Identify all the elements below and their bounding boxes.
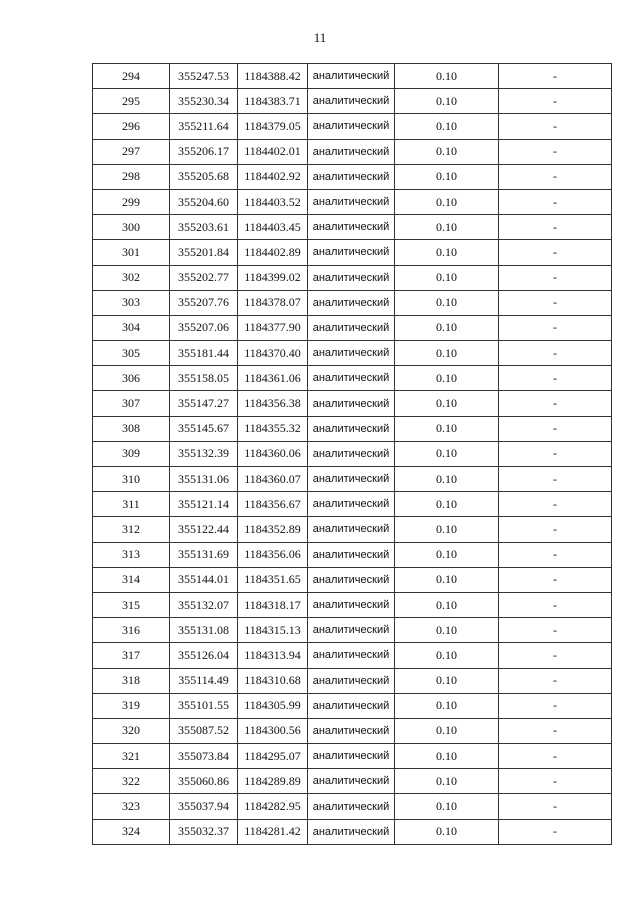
accuracy-cell: 0.10	[395, 89, 499, 114]
table-row	[93, 744, 612, 769]
note-cell: -	[499, 492, 612, 517]
y-coordinate-cell: 1184351.65	[238, 567, 308, 592]
accuracy-cell: 0.10	[395, 542, 499, 567]
note-cell: -	[499, 567, 612, 592]
y-coordinate-cell: 1184305.99	[238, 693, 308, 718]
x-coordinate-cell: 355131.06	[170, 467, 238, 492]
x-coordinate-cell: 355247.53	[170, 64, 238, 89]
x-coordinate-cell: 355037.94	[170, 794, 238, 819]
table-row	[93, 592, 612, 617]
method-cell: аналитический	[308, 391, 395, 416]
point-number-cell: 311	[93, 492, 170, 517]
method-cell: аналитический	[308, 139, 395, 164]
table-row	[93, 467, 612, 492]
y-coordinate-cell: 1184356.06	[238, 542, 308, 567]
accuracy-cell: 0.10	[395, 315, 499, 340]
point-number-cell: 305	[93, 341, 170, 366]
y-coordinate-cell: 1184378.07	[238, 290, 308, 315]
x-coordinate-cell: 355201.84	[170, 240, 238, 265]
x-coordinate-cell: 355122.44	[170, 517, 238, 542]
point-number-cell: 306	[93, 366, 170, 391]
table-row	[93, 89, 612, 114]
note-cell: -	[499, 693, 612, 718]
x-coordinate-cell: 355206.17	[170, 139, 238, 164]
point-number-cell: 294	[93, 64, 170, 89]
method-cell: аналитический	[308, 744, 395, 769]
table-row	[93, 189, 612, 214]
table-row	[93, 240, 612, 265]
point-number-cell: 310	[93, 467, 170, 492]
accuracy-cell: 0.10	[395, 668, 499, 693]
accuracy-cell: 0.10	[395, 643, 499, 668]
table-row	[93, 794, 612, 819]
x-coordinate-cell: 355032.37	[170, 819, 238, 844]
table-row	[93, 416, 612, 441]
point-number-cell: 319	[93, 693, 170, 718]
point-number-cell: 309	[93, 441, 170, 466]
accuracy-cell: 0.10	[395, 517, 499, 542]
y-coordinate-cell: 1184281.42	[238, 819, 308, 844]
note-cell: -	[499, 769, 612, 794]
table-row	[93, 366, 612, 391]
y-coordinate-cell: 1184383.71	[238, 89, 308, 114]
y-coordinate-cell: 1184403.45	[238, 215, 308, 240]
x-coordinate-cell: 355207.06	[170, 315, 238, 340]
y-coordinate-cell: 1184403.52	[238, 189, 308, 214]
table-row	[93, 315, 612, 340]
method-cell: аналитический	[308, 265, 395, 290]
note-cell: -	[499, 467, 612, 492]
accuracy-cell: 0.10	[395, 744, 499, 769]
accuracy-cell: 0.10	[395, 416, 499, 441]
point-number-cell: 298	[93, 164, 170, 189]
table-row	[93, 64, 612, 89]
accuracy-cell: 0.10	[395, 693, 499, 718]
x-coordinate-cell: 355207.76	[170, 290, 238, 315]
note-cell: -	[499, 89, 612, 114]
point-number-cell: 313	[93, 542, 170, 567]
x-coordinate-cell: 355060.86	[170, 769, 238, 794]
note-cell: -	[499, 668, 612, 693]
method-cell: аналитический	[308, 718, 395, 743]
table-row	[93, 769, 612, 794]
method-cell: аналитический	[308, 114, 395, 139]
table-row	[93, 441, 612, 466]
table-row	[93, 618, 612, 643]
y-coordinate-cell: 1184352.89	[238, 517, 308, 542]
point-number-cell: 315	[93, 592, 170, 617]
y-coordinate-cell: 1184379.05	[238, 114, 308, 139]
y-coordinate-cell: 1184399.02	[238, 265, 308, 290]
y-coordinate-cell: 1184402.89	[238, 240, 308, 265]
note-cell: -	[499, 592, 612, 617]
table-body	[93, 64, 612, 845]
x-coordinate-cell: 355181.44	[170, 341, 238, 366]
note-cell: -	[499, 819, 612, 844]
point-number-cell: 295	[93, 89, 170, 114]
point-number-cell: 321	[93, 744, 170, 769]
y-coordinate-cell: 1184402.92	[238, 164, 308, 189]
table-row	[93, 139, 612, 164]
table-row	[93, 668, 612, 693]
x-coordinate-cell: 355147.27	[170, 391, 238, 416]
x-coordinate-cell: 355203.61	[170, 215, 238, 240]
y-coordinate-cell: 1184360.06	[238, 441, 308, 466]
x-coordinate-cell: 355131.69	[170, 542, 238, 567]
method-cell: аналитический	[308, 164, 395, 189]
x-coordinate-cell: 355202.77	[170, 265, 238, 290]
point-number-cell: 314	[93, 567, 170, 592]
accuracy-cell: 0.10	[395, 819, 499, 844]
y-coordinate-cell: 1184310.68	[238, 668, 308, 693]
y-coordinate-cell: 1184282.95	[238, 794, 308, 819]
accuracy-cell: 0.10	[395, 139, 499, 164]
accuracy-cell: 0.10	[395, 189, 499, 214]
x-coordinate-cell: 355205.68	[170, 164, 238, 189]
note-cell: -	[499, 542, 612, 567]
note-cell: -	[499, 643, 612, 668]
y-coordinate-cell: 1184355.32	[238, 416, 308, 441]
method-cell: аналитический	[308, 542, 395, 567]
method-cell: аналитический	[308, 668, 395, 693]
method-cell: аналитический	[308, 290, 395, 315]
method-cell: аналитический	[308, 89, 395, 114]
table-row	[93, 114, 612, 139]
note-cell: -	[499, 391, 612, 416]
y-coordinate-cell: 1184402.01	[238, 139, 308, 164]
note-cell: -	[499, 265, 612, 290]
accuracy-cell: 0.10	[395, 391, 499, 416]
point-number-cell: 322	[93, 769, 170, 794]
accuracy-cell: 0.10	[395, 341, 499, 366]
table-row	[93, 542, 612, 567]
method-cell: аналитический	[308, 215, 395, 240]
note-cell: -	[499, 366, 612, 391]
method-cell: аналитический	[308, 467, 395, 492]
accuracy-cell: 0.10	[395, 718, 499, 743]
point-number-cell: 300	[93, 215, 170, 240]
accuracy-cell: 0.10	[395, 64, 499, 89]
table-row	[93, 215, 612, 240]
point-number-cell: 304	[93, 315, 170, 340]
point-number-cell: 324	[93, 819, 170, 844]
accuracy-cell: 0.10	[395, 567, 499, 592]
point-number-cell: 299	[93, 189, 170, 214]
x-coordinate-cell: 355114.49	[170, 668, 238, 693]
note-cell: -	[499, 744, 612, 769]
y-coordinate-cell: 1184295.07	[238, 744, 308, 769]
accuracy-cell: 0.10	[395, 240, 499, 265]
note-cell: -	[499, 290, 612, 315]
point-number-cell: 317	[93, 643, 170, 668]
method-cell: аналитический	[308, 315, 395, 340]
note-cell: -	[499, 416, 612, 441]
accuracy-cell: 0.10	[395, 366, 499, 391]
y-coordinate-cell: 1184315.13	[238, 618, 308, 643]
accuracy-cell: 0.10	[395, 290, 499, 315]
point-number-cell: 312	[93, 517, 170, 542]
table-row	[93, 164, 612, 189]
point-number-cell: 301	[93, 240, 170, 265]
method-cell: аналитический	[308, 366, 395, 391]
table-row	[93, 517, 612, 542]
table-row	[93, 290, 612, 315]
method-cell: аналитический	[308, 189, 395, 214]
y-coordinate-cell: 1184356.67	[238, 492, 308, 517]
method-cell: аналитический	[308, 592, 395, 617]
x-coordinate-cell: 355204.60	[170, 189, 238, 214]
y-coordinate-cell: 1184300.56	[238, 718, 308, 743]
y-coordinate-cell: 1184356.38	[238, 391, 308, 416]
method-cell: аналитический	[308, 64, 395, 89]
y-coordinate-cell: 1184360.07	[238, 467, 308, 492]
y-coordinate-cell: 1184370.40	[238, 341, 308, 366]
table-row	[93, 643, 612, 668]
y-coordinate-cell: 1184289.89	[238, 769, 308, 794]
coordinates-table	[92, 63, 612, 845]
method-cell: аналитический	[308, 517, 395, 542]
accuracy-cell: 0.10	[395, 769, 499, 794]
point-number-cell: 303	[93, 290, 170, 315]
method-cell: аналитический	[308, 693, 395, 718]
method-cell: аналитический	[308, 441, 395, 466]
note-cell: -	[499, 794, 612, 819]
accuracy-cell: 0.10	[395, 164, 499, 189]
note-cell: -	[499, 114, 612, 139]
table-row	[93, 341, 612, 366]
accuracy-cell: 0.10	[395, 794, 499, 819]
point-number-cell: 302	[93, 265, 170, 290]
note-cell: -	[499, 618, 612, 643]
x-coordinate-cell: 355131.08	[170, 618, 238, 643]
x-coordinate-cell: 355132.39	[170, 441, 238, 466]
note-cell: -	[499, 441, 612, 466]
page-number: 11	[313, 30, 327, 45]
table-row	[93, 391, 612, 416]
x-coordinate-cell: 355144.01	[170, 567, 238, 592]
note-cell: -	[499, 315, 612, 340]
method-cell: аналитический	[308, 794, 395, 819]
note-cell: -	[499, 64, 612, 89]
y-coordinate-cell: 1184361.06	[238, 366, 308, 391]
note-cell: -	[499, 240, 612, 265]
point-number-cell: 307	[93, 391, 170, 416]
method-cell: аналитический	[308, 819, 395, 844]
accuracy-cell: 0.10	[395, 265, 499, 290]
note-cell: -	[499, 189, 612, 214]
point-number-cell: 318	[93, 668, 170, 693]
method-cell: аналитический	[308, 567, 395, 592]
note-cell: -	[499, 215, 612, 240]
x-coordinate-cell: 355073.84	[170, 744, 238, 769]
table-row	[93, 718, 612, 743]
note-cell: -	[499, 139, 612, 164]
method-cell: аналитический	[308, 240, 395, 265]
note-cell: -	[499, 718, 612, 743]
point-number-cell: 308	[93, 416, 170, 441]
x-coordinate-cell: 355145.67	[170, 416, 238, 441]
point-number-cell: 316	[93, 618, 170, 643]
note-cell: -	[499, 341, 612, 366]
table-row	[93, 265, 612, 290]
point-number-cell: 323	[93, 794, 170, 819]
accuracy-cell: 0.10	[395, 618, 499, 643]
method-cell: аналитический	[308, 341, 395, 366]
y-coordinate-cell: 1184388.42	[238, 64, 308, 89]
table-row	[93, 693, 612, 718]
accuracy-cell: 0.10	[395, 492, 499, 517]
point-number-cell: 320	[93, 718, 170, 743]
table-row	[93, 567, 612, 592]
point-number-cell: 297	[93, 139, 170, 164]
x-coordinate-cell: 355101.55	[170, 693, 238, 718]
table-row	[93, 819, 612, 844]
note-cell: -	[499, 517, 612, 542]
y-coordinate-cell: 1184313.94	[238, 643, 308, 668]
method-cell: аналитический	[308, 492, 395, 517]
method-cell: аналитический	[308, 769, 395, 794]
accuracy-cell: 0.10	[395, 114, 499, 139]
y-coordinate-cell: 1184377.90	[238, 315, 308, 340]
note-cell: -	[499, 164, 612, 189]
accuracy-cell: 0.10	[395, 441, 499, 466]
x-coordinate-cell: 355126.04	[170, 643, 238, 668]
table-row	[93, 492, 612, 517]
x-coordinate-cell: 355087.52	[170, 718, 238, 743]
x-coordinate-cell: 355230.34	[170, 89, 238, 114]
y-coordinate-cell: 1184318.17	[238, 592, 308, 617]
x-coordinate-cell: 355121.14	[170, 492, 238, 517]
method-cell: аналитический	[308, 618, 395, 643]
method-cell: аналитический	[308, 416, 395, 441]
accuracy-cell: 0.10	[395, 592, 499, 617]
x-coordinate-cell: 355158.05	[170, 366, 238, 391]
accuracy-cell: 0.10	[395, 215, 499, 240]
point-number-cell: 296	[93, 114, 170, 139]
x-coordinate-cell: 355211.64	[170, 114, 238, 139]
accuracy-cell: 0.10	[395, 467, 499, 492]
method-cell: аналитический	[308, 643, 395, 668]
x-coordinate-cell: 355132.07	[170, 592, 238, 617]
